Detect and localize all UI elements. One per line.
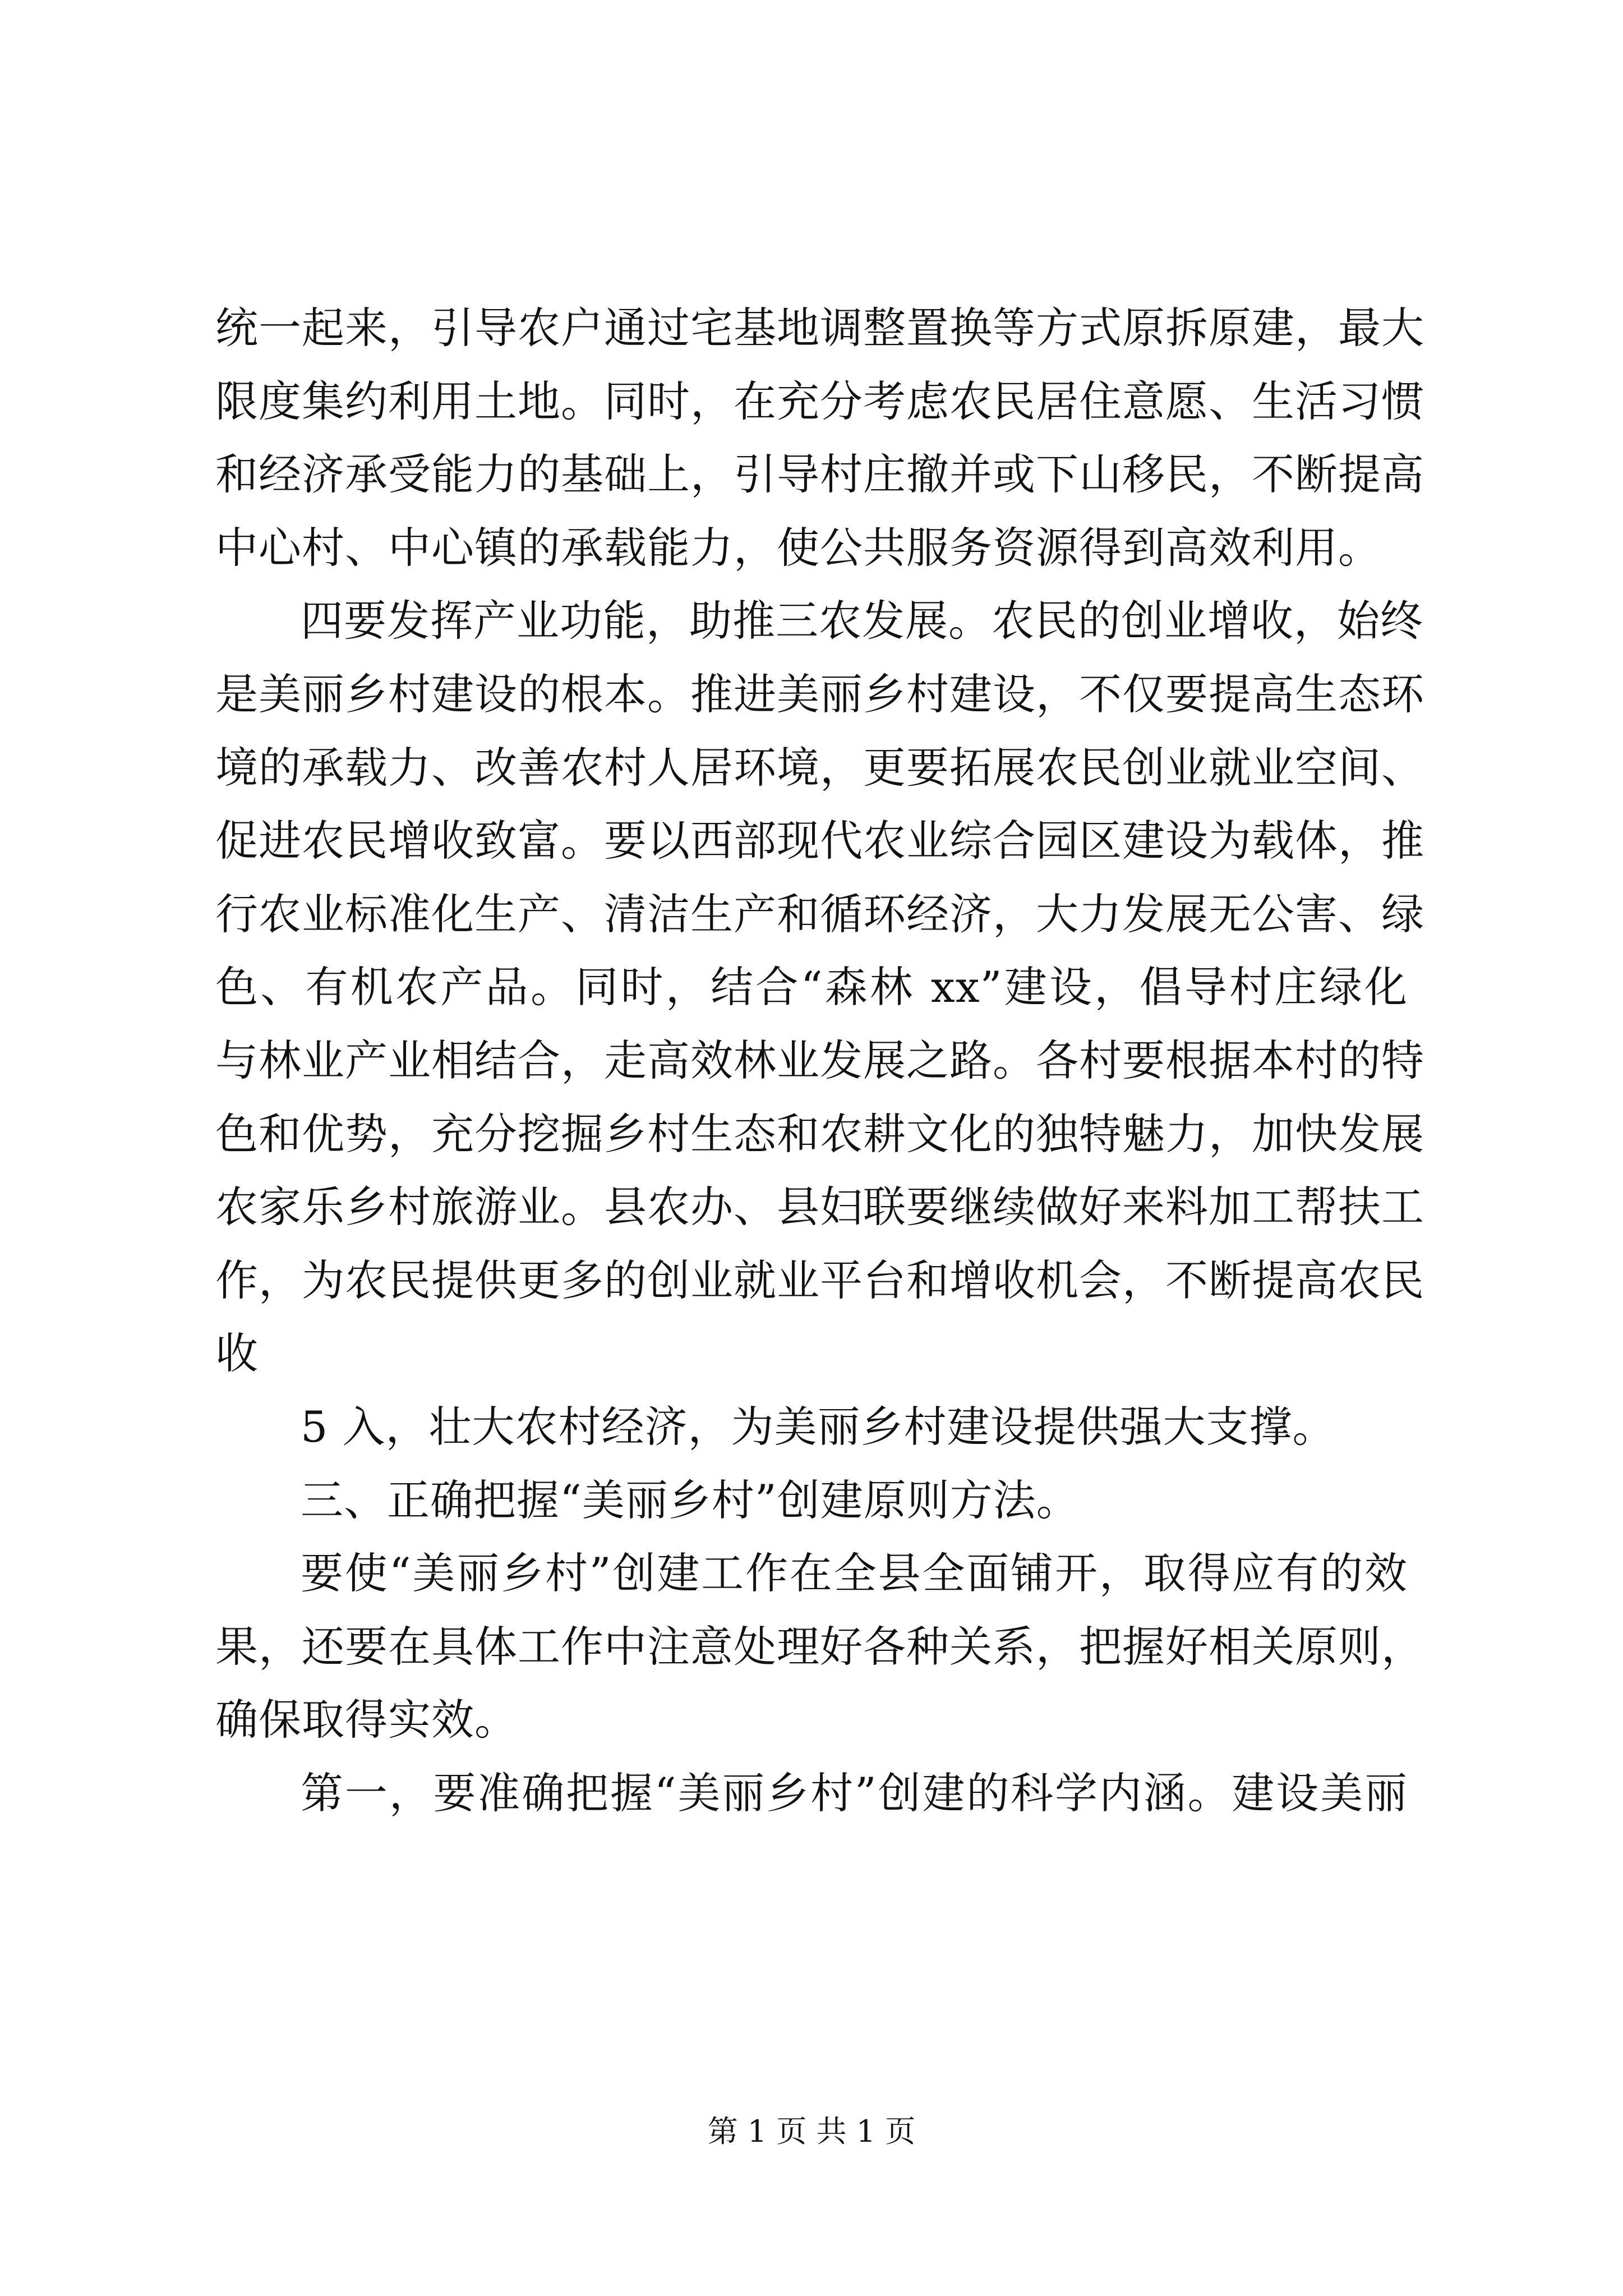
text-line: 5 入，壮大农村经济，为美丽乡村建设提供强大支撑。 [301,1401,1336,1452]
text-line: 确保取得实效。 [215,1695,518,1745]
section-heading: 三、正确把握“美丽乡村”创建原则方法。 [301,1475,1080,1525]
text-line: 色和优势，充分挖掘乡村生态和农耕文化的独特魅力，加快发展 [215,1108,1424,1159]
text-line: 果，还要在具体工作中注意处理好各种关系，把握好相关原则， [215,1621,1424,1672]
text-line: 作，为农民提供更多的创业就业平台和增收机会，不断提高农民 [215,1255,1424,1305]
text-line: 农家乐乡村旅游业。县农办、县妇联要继续做好来料加工帮扶工 [215,1182,1424,1232]
text-line: 与林业产业相结合，走高效林业发展之路。各村要根据本村的特 [215,1035,1424,1085]
text-line: 中心村、中心镇的承载能力，使公共服务资源得到高效利用。 [215,522,1381,573]
text-line: 第一，要准确把握“美丽乡村”创建的科学内涵。建设美丽 [301,1768,1408,1818]
page-footer: 第 1 页 共 1 页 [707,2114,916,2149]
text-line: 限度集约利用土地。同时，在充分考虑农民居住意愿、生活习惯 [215,376,1424,426]
text-line: 统一起来，引导农户通过宅基地调整置换等方式原拆原建，最大 [215,303,1424,353]
text-line: 收 [215,1328,259,1379]
document-body [215,292,1424,1830]
text-line: 行农业标准化生产、清洁生产和循环经济，大力发展无公害、绿 [215,889,1424,939]
text-line: 色、有机农产品。同时，结合“森林 xx”建设，倡导村庄绿化 [215,962,1408,1013]
text-line: 要使“美丽乡村”创建工作在全县全面铺开，取得应有的效 [301,1548,1408,1599]
text-line: 是美丽乡村建设的根本。推进美丽乡村建设，不仅要提高生态环 [215,669,1424,719]
text-line: 和经济承受能力的基础上，引导村庄撤并或下山移民，不断提高 [215,449,1424,500]
text-line: 境的承载力、改善农村人居环境，更要拓展农民创业就业空间、 [215,742,1424,793]
text-line: 促进农民增收致富。要以西部现代农业综合园区建设为载体，推 [215,816,1424,866]
text-line: 四要发挥产业功能，助推三农发展。农民的创业增收，始终 [301,596,1423,646]
